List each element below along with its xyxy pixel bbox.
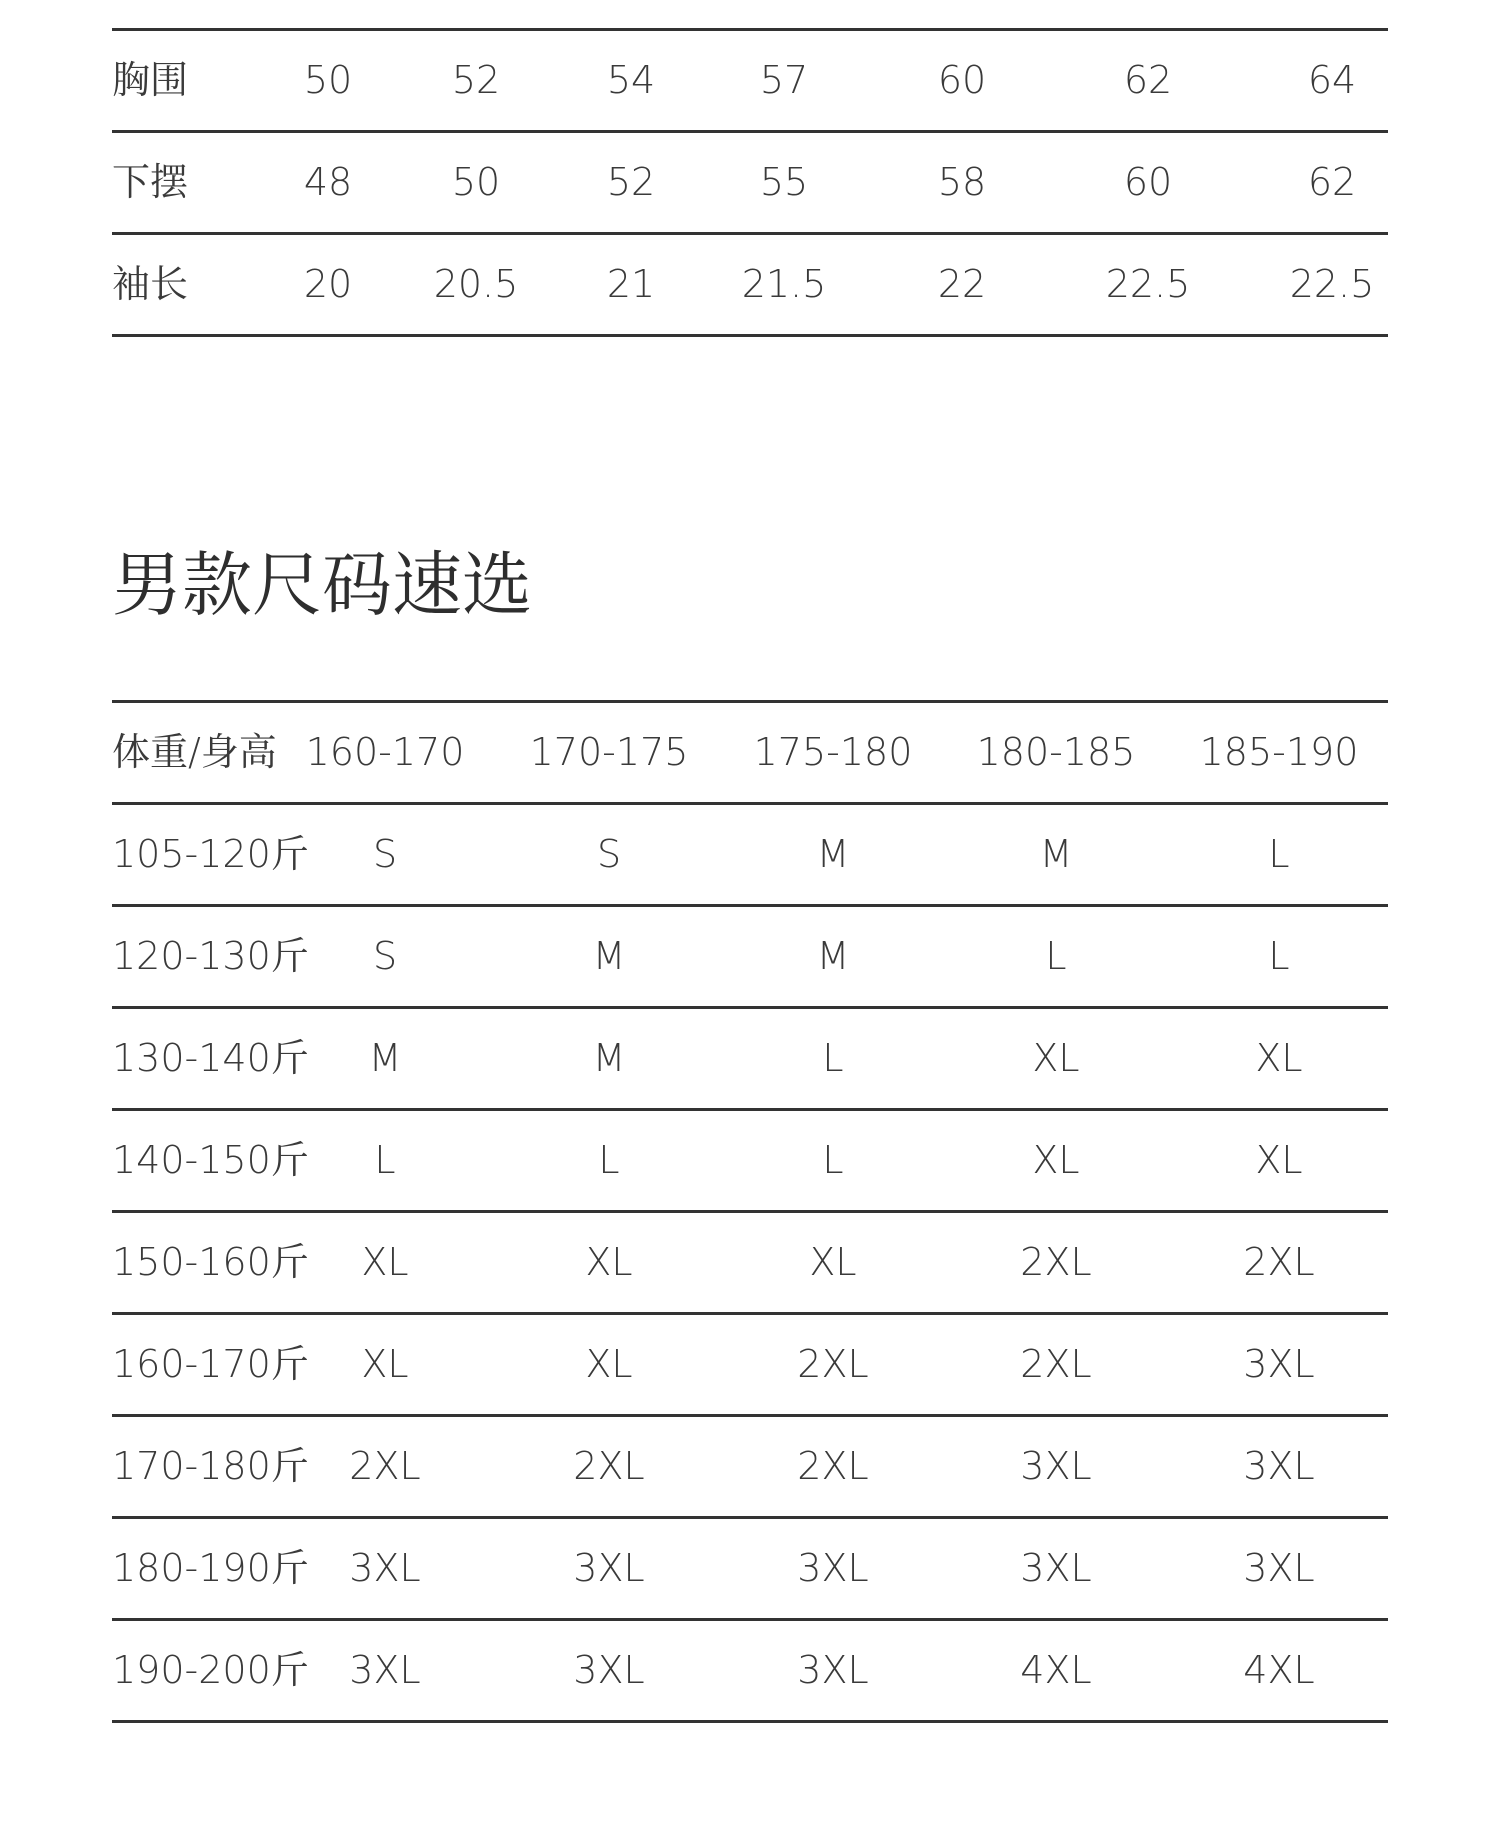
size-cell: 3XL — [573, 1546, 645, 1590]
size-cell: L — [1268, 934, 1290, 978]
measurement-value: 62 — [1307, 160, 1357, 204]
size-row — [112, 1210, 1388, 1312]
row-label: 袖长 — [112, 262, 189, 306]
measurement-value: 20.5 — [433, 262, 519, 306]
size-cell: S — [372, 832, 398, 876]
measurement-row-sleeve — [112, 232, 1388, 337]
size-cell: L — [374, 1138, 396, 1182]
measurement-value: 50 — [303, 58, 353, 102]
size-cell: XL — [361, 1342, 409, 1386]
size-cell: 3XL — [573, 1648, 645, 1692]
weight-label: 140-150斤 — [112, 1138, 309, 1182]
measurement-value: 48 — [303, 160, 353, 204]
size-row — [112, 1516, 1388, 1618]
size-cell: 2XL — [797, 1342, 869, 1386]
size-row — [112, 1006, 1388, 1108]
measurement-row-chest — [112, 28, 1388, 130]
size-cell: 3XL — [1020, 1546, 1092, 1590]
size-cell: 3XL — [797, 1648, 869, 1692]
size-cell: M — [368, 1036, 402, 1080]
size-cell: M — [592, 934, 626, 978]
weight-label: 170-180斤 — [112, 1444, 309, 1488]
size-row — [112, 1108, 1388, 1210]
measurement-value: 60 — [937, 58, 987, 102]
section-title: 男款尺码速选 — [112, 544, 532, 626]
size-cell: L — [1045, 934, 1067, 978]
height-column-header: 185-190 — [1199, 730, 1359, 774]
measurement-value: 57 — [759, 58, 809, 102]
size-cell: XL — [1032, 1138, 1080, 1182]
measurement-table — [112, 28, 1388, 337]
size-cell: 3XL — [1020, 1444, 1092, 1488]
size-cell: 3XL — [349, 1648, 421, 1692]
measurement-value: 54 — [606, 58, 656, 102]
size-cell: 3XL — [349, 1546, 421, 1590]
size-cell: 2XL — [1243, 1240, 1315, 1284]
measurement-row-hem — [112, 130, 1388, 232]
size-guide-table — [112, 700, 1388, 1723]
size-cell: 4XL — [1020, 1648, 1092, 1692]
size-cell: XL — [1255, 1036, 1303, 1080]
size-cell: S — [596, 832, 622, 876]
measurement-value: 58 — [937, 160, 987, 204]
weight-label: 190-200斤 — [112, 1648, 309, 1692]
size-cell: L — [822, 1036, 844, 1080]
size-row — [112, 1618, 1388, 1723]
size-header-row — [112, 700, 1388, 802]
size-cell: M — [816, 934, 850, 978]
measurement-value: 52 — [451, 58, 501, 102]
size-cell: 2XL — [1020, 1342, 1092, 1386]
measurement-value: 55 — [759, 160, 809, 204]
weight-label: 150-160斤 — [112, 1240, 309, 1284]
corner-header: 体重/身高 — [112, 730, 277, 774]
size-cell: 3XL — [1243, 1546, 1315, 1590]
size-cell: XL — [585, 1342, 633, 1386]
measurement-value: 21.5 — [741, 262, 827, 306]
weight-label: 160-170斤 — [112, 1342, 309, 1386]
size-row — [112, 1414, 1388, 1516]
size-cell: 2XL — [1020, 1240, 1092, 1284]
measurement-value: 22.5 — [1289, 262, 1375, 306]
size-cell: XL — [1032, 1036, 1080, 1080]
size-cell: XL — [1255, 1138, 1303, 1182]
weight-label: 120-130斤 — [112, 934, 309, 978]
size-row — [112, 904, 1388, 1006]
size-cell: 4XL — [1243, 1648, 1315, 1692]
size-row — [112, 802, 1388, 904]
size-cell: 3XL — [1243, 1342, 1315, 1386]
measurement-value: 52 — [606, 160, 656, 204]
measurement-value: 64 — [1307, 58, 1357, 102]
size-cell: M — [592, 1036, 626, 1080]
measurement-value: 60 — [1123, 160, 1173, 204]
size-cell: L — [598, 1138, 620, 1182]
size-cell: L — [1268, 832, 1290, 876]
size-cell: 3XL — [797, 1546, 869, 1590]
measurement-value: 50 — [451, 160, 501, 204]
size-cell: M — [1039, 832, 1073, 876]
height-column-header: 175-180 — [753, 730, 913, 774]
row-label: 下摆 — [112, 160, 189, 204]
size-cell: XL — [361, 1240, 409, 1284]
height-column-header: 180-185 — [976, 730, 1136, 774]
height-column-header: 160-170 — [305, 730, 465, 774]
size-cell: XL — [809, 1240, 857, 1284]
size-cell: M — [816, 832, 850, 876]
weight-label: 105-120斤 — [112, 832, 309, 876]
measurement-value: 22 — [937, 262, 987, 306]
size-cell: L — [822, 1138, 844, 1182]
measurement-value: 62 — [1123, 58, 1173, 102]
measurement-value: 20 — [303, 262, 353, 306]
size-row — [112, 1312, 1388, 1414]
size-cell: S — [372, 934, 398, 978]
row-label: 胸围 — [112, 58, 189, 102]
size-cell: 2XL — [349, 1444, 421, 1488]
size-cell: 2XL — [573, 1444, 645, 1488]
weight-label: 180-190斤 — [112, 1546, 309, 1590]
measurement-value: 22.5 — [1105, 262, 1191, 306]
size-cell: 3XL — [1243, 1444, 1315, 1488]
size-cell: XL — [585, 1240, 633, 1284]
measurement-value: 21 — [606, 262, 656, 306]
size-cell: 2XL — [797, 1444, 869, 1488]
height-column-header: 170-175 — [529, 730, 689, 774]
weight-label: 130-140斤 — [112, 1036, 309, 1080]
